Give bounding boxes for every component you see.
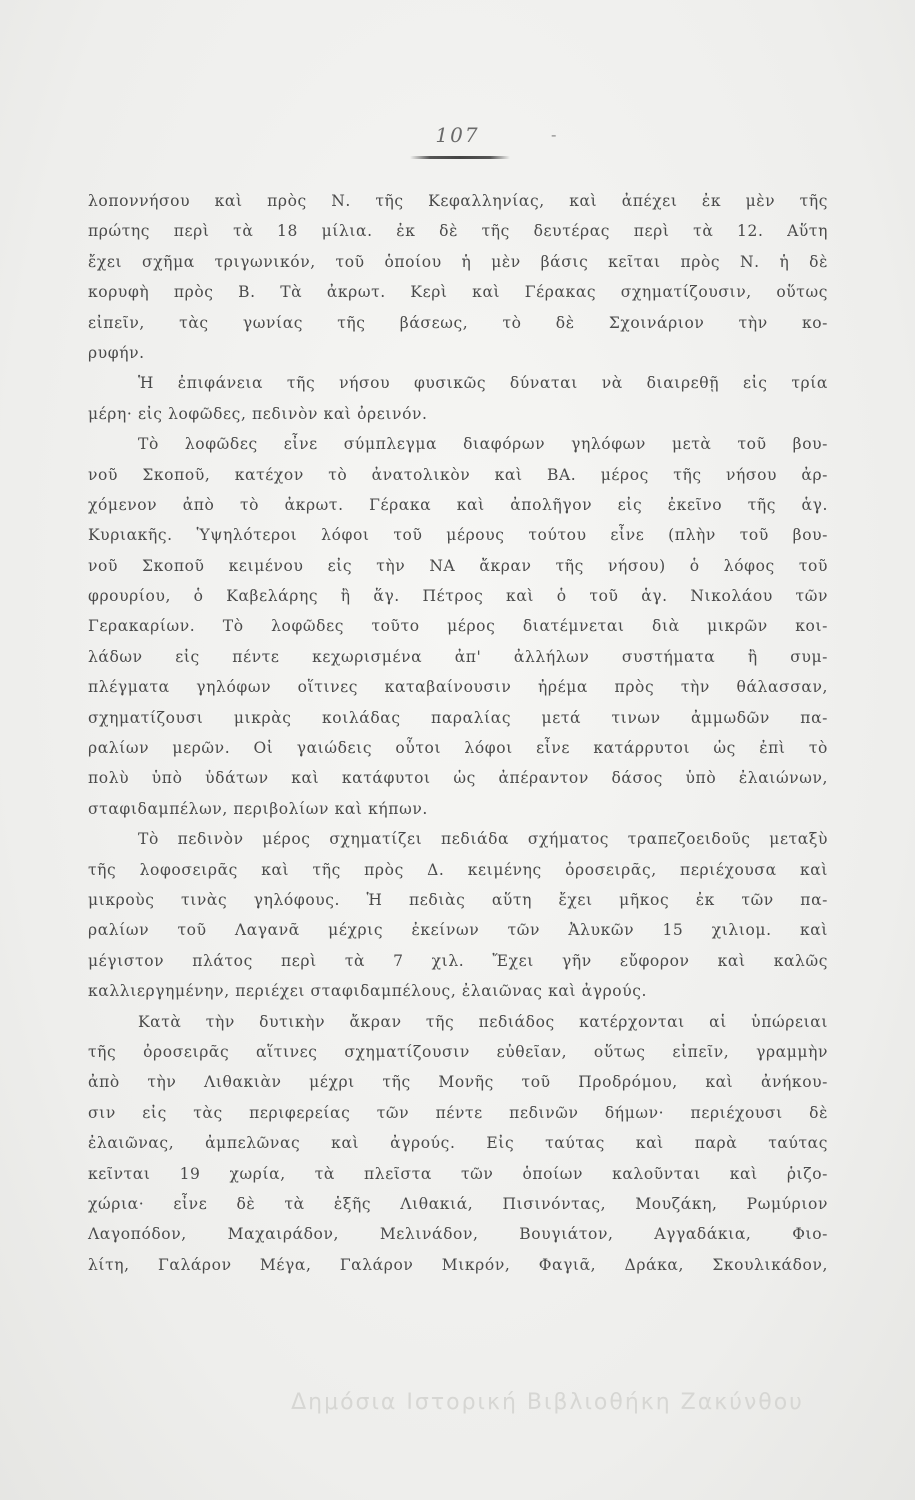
text-line: σταφιδαμπέλων, περιβολίων καὶ κήπων.: [88, 799, 428, 818]
text-line: ἔχει σχῆμα τριγωνικόν, τοῦ ὁποίου ἡ μὲν βάσις κεῖται πρὸς Ν. ἡ δὲ: [88, 252, 828, 271]
text-line: φρουρίου, ὁ Καβελάρης ἢ ἅγ. Πέτρος καὶ ὁ τοῦ ἁγ. Νικολάου τῶν: [88, 587, 828, 606]
text-line: Τὸ πεδινὸν μέρος σχηματίζει πεδιάδα σχήματος τραπεζοειδοῦς μεταξὺ: [138, 830, 828, 849]
text-line: κορυφὴ πρὸς Β. Τὰ ἀκρωτ. Κερὶ καὶ Γέρακας σχηματίζουσιν, οὕτως: [88, 283, 828, 302]
text-line: λοποννήσου καὶ πρὸς Ν. τῆς Κεφαλληνίας, καὶ ἀπέχει ἐκ μὲν τῆς: [88, 192, 828, 210]
page-number: 107: [435, 123, 480, 147]
text-line: Κατὰ τὴν δυτικὴν ἄκραν τῆς πεδιάδος κατέρχονται αἱ ὑπώρειαι: [138, 1012, 828, 1031]
text-line: ρυφήν.: [88, 343, 145, 362]
text-line: μέγιστον πλάτος περὶ τὰ 7 χιλ. Ἔχει γῆν εὔφορον καὶ καλῶς: [88, 951, 828, 970]
text-line: κεῖνται 19 χωρία, τὰ πλεῖστα τῶν ὁποίων καλοῦνται καὶ ῥιζο-: [88, 1164, 828, 1183]
text-line: πολὺ ὑπὸ ὑδάτων καὶ κατάφυτοι ὡς ἀπέραντον δάσος ὑπὸ ἐλαιώνων,: [88, 769, 828, 788]
text-line: Γερακαρίων. Τὸ λοφῶδες τοῦτο μέρος διατέμνεται διὰ μικρῶν κοι-: [88, 617, 828, 636]
text-line: ραλίων τοῦ Λαγανᾶ μέχρις ἐκείνων τῶν Ἀλυκῶν 15 χιλιομ. καὶ: [88, 921, 828, 940]
text-line: πλέγματα γηλόφων οἵτινες καταβαίνουσιν ἠρέμα πρὸς τὴν θάλασσαν,: [88, 678, 828, 697]
text-line: λάδων εἰς πέντε κεχωρισμένα ἀπ' ἀλλήλων συστήματα ἢ συμ-: [88, 647, 828, 666]
text-line: μέρη· εἰς λοφῶδες, πεδινὸν καὶ ὀρεινόν.: [88, 404, 428, 423]
text-line: Ἡ ἐπιφάνεια τῆς νήσου φυσικῶς δύναται νὰ διαιρεθῇ εἰς τρία: [138, 374, 828, 393]
header-rule: [410, 156, 510, 159]
text-line: τῆς ὀροσειρᾶς αἵτινες σχηματίζουσιν εὐθεῖαν, οὕτως εἰπεῖν, γραμμὴν: [88, 1042, 828, 1061]
text-line: πρώτης περὶ τὰ 18 μίλια. ἐκ δὲ τῆς δευτέρας περὶ τὰ 12. Αὕτη: [88, 222, 828, 241]
text-line: μικροὺς τινὰς γηλόφους. Ἡ πεδιὰς αὕτη ἔχει μῆκος ἐκ τῶν πα-: [88, 890, 828, 909]
text-line: τῆς λοφοσειρᾶς καὶ τῆς πρὸς Δ. κειμένης ὀροσειρᾶς, περιέχουσα καὶ: [88, 860, 828, 879]
text-line: χόμενον ἀπὸ τὸ ἀκρωτ. Γέρακα καὶ ἀπολῆγον εἰς ἐκεῖνο τῆς ἁγ.: [88, 495, 828, 514]
text-line: λίτη, Γαλάρον Μέγα, Γαλάρον Μικρόν, Φαγιᾶ, Δράκα, Σκουλικάδον,: [88, 1255, 828, 1274]
text-line: Τὸ λοφῶδες εἶνε σύμπλεγμα διαφόρων γηλόφων μετὰ τοῦ βου-: [138, 435, 828, 454]
text-line: εἰπεῖν, τὰς γωνίας τῆς βάσεως, τὸ δὲ Σχοινάριον τὴν κο-: [88, 313, 828, 332]
text-line: νοῦ Σκοποῦ κειμένου εἰς τὴν ΝΑ ἄκραν τῆς νήσου) ὁ λόφος τοῦ: [88, 556, 828, 575]
text-line: Κυριακῆς. Ὑψηλότεροι λόφοι τοῦ μέρους τούτου εἶνε (πλὴν τοῦ βου-: [88, 526, 828, 545]
text-line: σχηματίζουσι μικρὰς κοιλάδας παραλίας μετά τινων ἀμμωδῶν πα-: [88, 708, 828, 727]
text-line: ραλίων μερῶν. Οἱ γαιώδεις οὗτοι λόφοι εἶνε κατάρρυτοι ὡς ἐπὶ τὸ: [88, 739, 828, 758]
library-watermark: Δημόσια Ιστορική Βιβλιοθήκη Ζακύνθου: [291, 1390, 804, 1415]
text-line: ἐλαιῶνας, ἀμπελῶνας καὶ ἀγρούς. Εἰς ταύτας καὶ παρὰ ταύτας: [88, 1134, 828, 1153]
text-line: σιν εἰς τὰς περιφερείας τῶν πέντε πεδινῶν δήμων· περιέχουσι δὲ: [88, 1103, 828, 1122]
text-line: χώρια· εἶνε δὲ τὰ ἑξῆς Λιθακιά, Πισινόντας, Μουζάκη, Ρωμύριον: [88, 1194, 828, 1213]
header-dash: -: [551, 125, 557, 144]
text-line: Λαγοπόδον, Μαχαιράδον, Μελινάδον, Βουγιάτον, Αγγαδάκια, Φιο-: [88, 1225, 828, 1244]
text-line: νοῦ Σκοποῦ, κατέχον τὸ ἀνατολικὸν καὶ ΒΑ. μέρος τῆς νήσου ἀρ-: [88, 465, 828, 484]
text-line: ἀπὸ τὴν Λιθακιὰν μέχρι τῆς Μονῆς τοῦ Προδρόμου, καὶ ἀνήκου-: [88, 1073, 828, 1092]
body-text: [88, 186, 828, 1280]
text-line: καλλιεργημένην, περιέχει σταφιδαμπέλους, ἐλαιῶνας καὶ ἀγρούς.: [88, 982, 648, 1001]
